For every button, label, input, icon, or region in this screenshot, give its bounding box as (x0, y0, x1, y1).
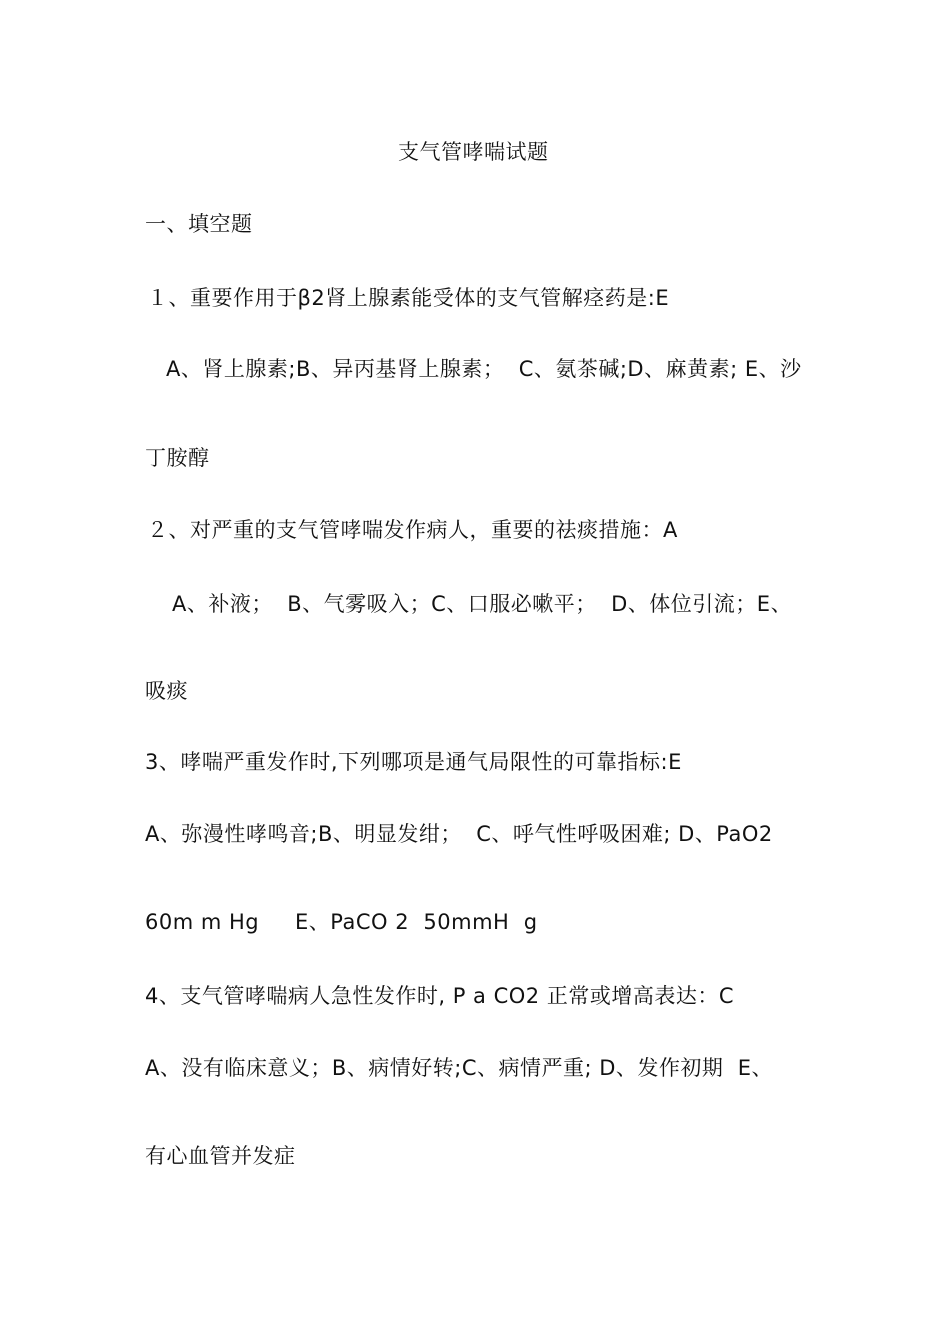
question-1-options-continued: 丁胺醇 (145, 446, 210, 470)
question-2-options: A、补液； B、气雾吸入；C、口服必嗽平； D、体位引流；E、 (172, 592, 793, 616)
question-1-stem: １、重要作用于β2肾上腺素能受体的支气管解痉药是:E (147, 286, 670, 310)
question-3-options-continued: 60m m Hg E、PaCO 2 50mmH g (145, 910, 538, 934)
question-2-options-continued: 吸痰 (145, 679, 188, 703)
question-3-options: A、弥漫性哮鸣音;B、明显发绀； C、呼气性呼吸困难; D、PaO2 (145, 822, 773, 846)
question-4-options-continued: 有心血管并发症 (145, 1144, 296, 1168)
question-2-stem: ２、对严重的支气管哮喘发作病人，重要的祛痰措施：A (147, 518, 678, 542)
question-1-options: A、肾上腺素;B、异丙基肾上腺素； C、氨茶碱;D、麻黄素; E、沙 (166, 357, 802, 381)
question-4-stem: 4、支气管哮喘病人急性发作时, P a CO2 正常或增高表达：C (145, 984, 734, 1008)
page-title: 支气管哮喘试题 (398, 140, 549, 164)
question-3-stem: 3、哮喘严重发作时,下列哪项是通气局限性的可靠指标:E (145, 750, 682, 774)
section-heading: 一、填空题 (145, 212, 253, 236)
question-4-options: A、没有临床意义；B、病情好转;C、病情严重; D、发作初期 E、 (145, 1056, 774, 1080)
